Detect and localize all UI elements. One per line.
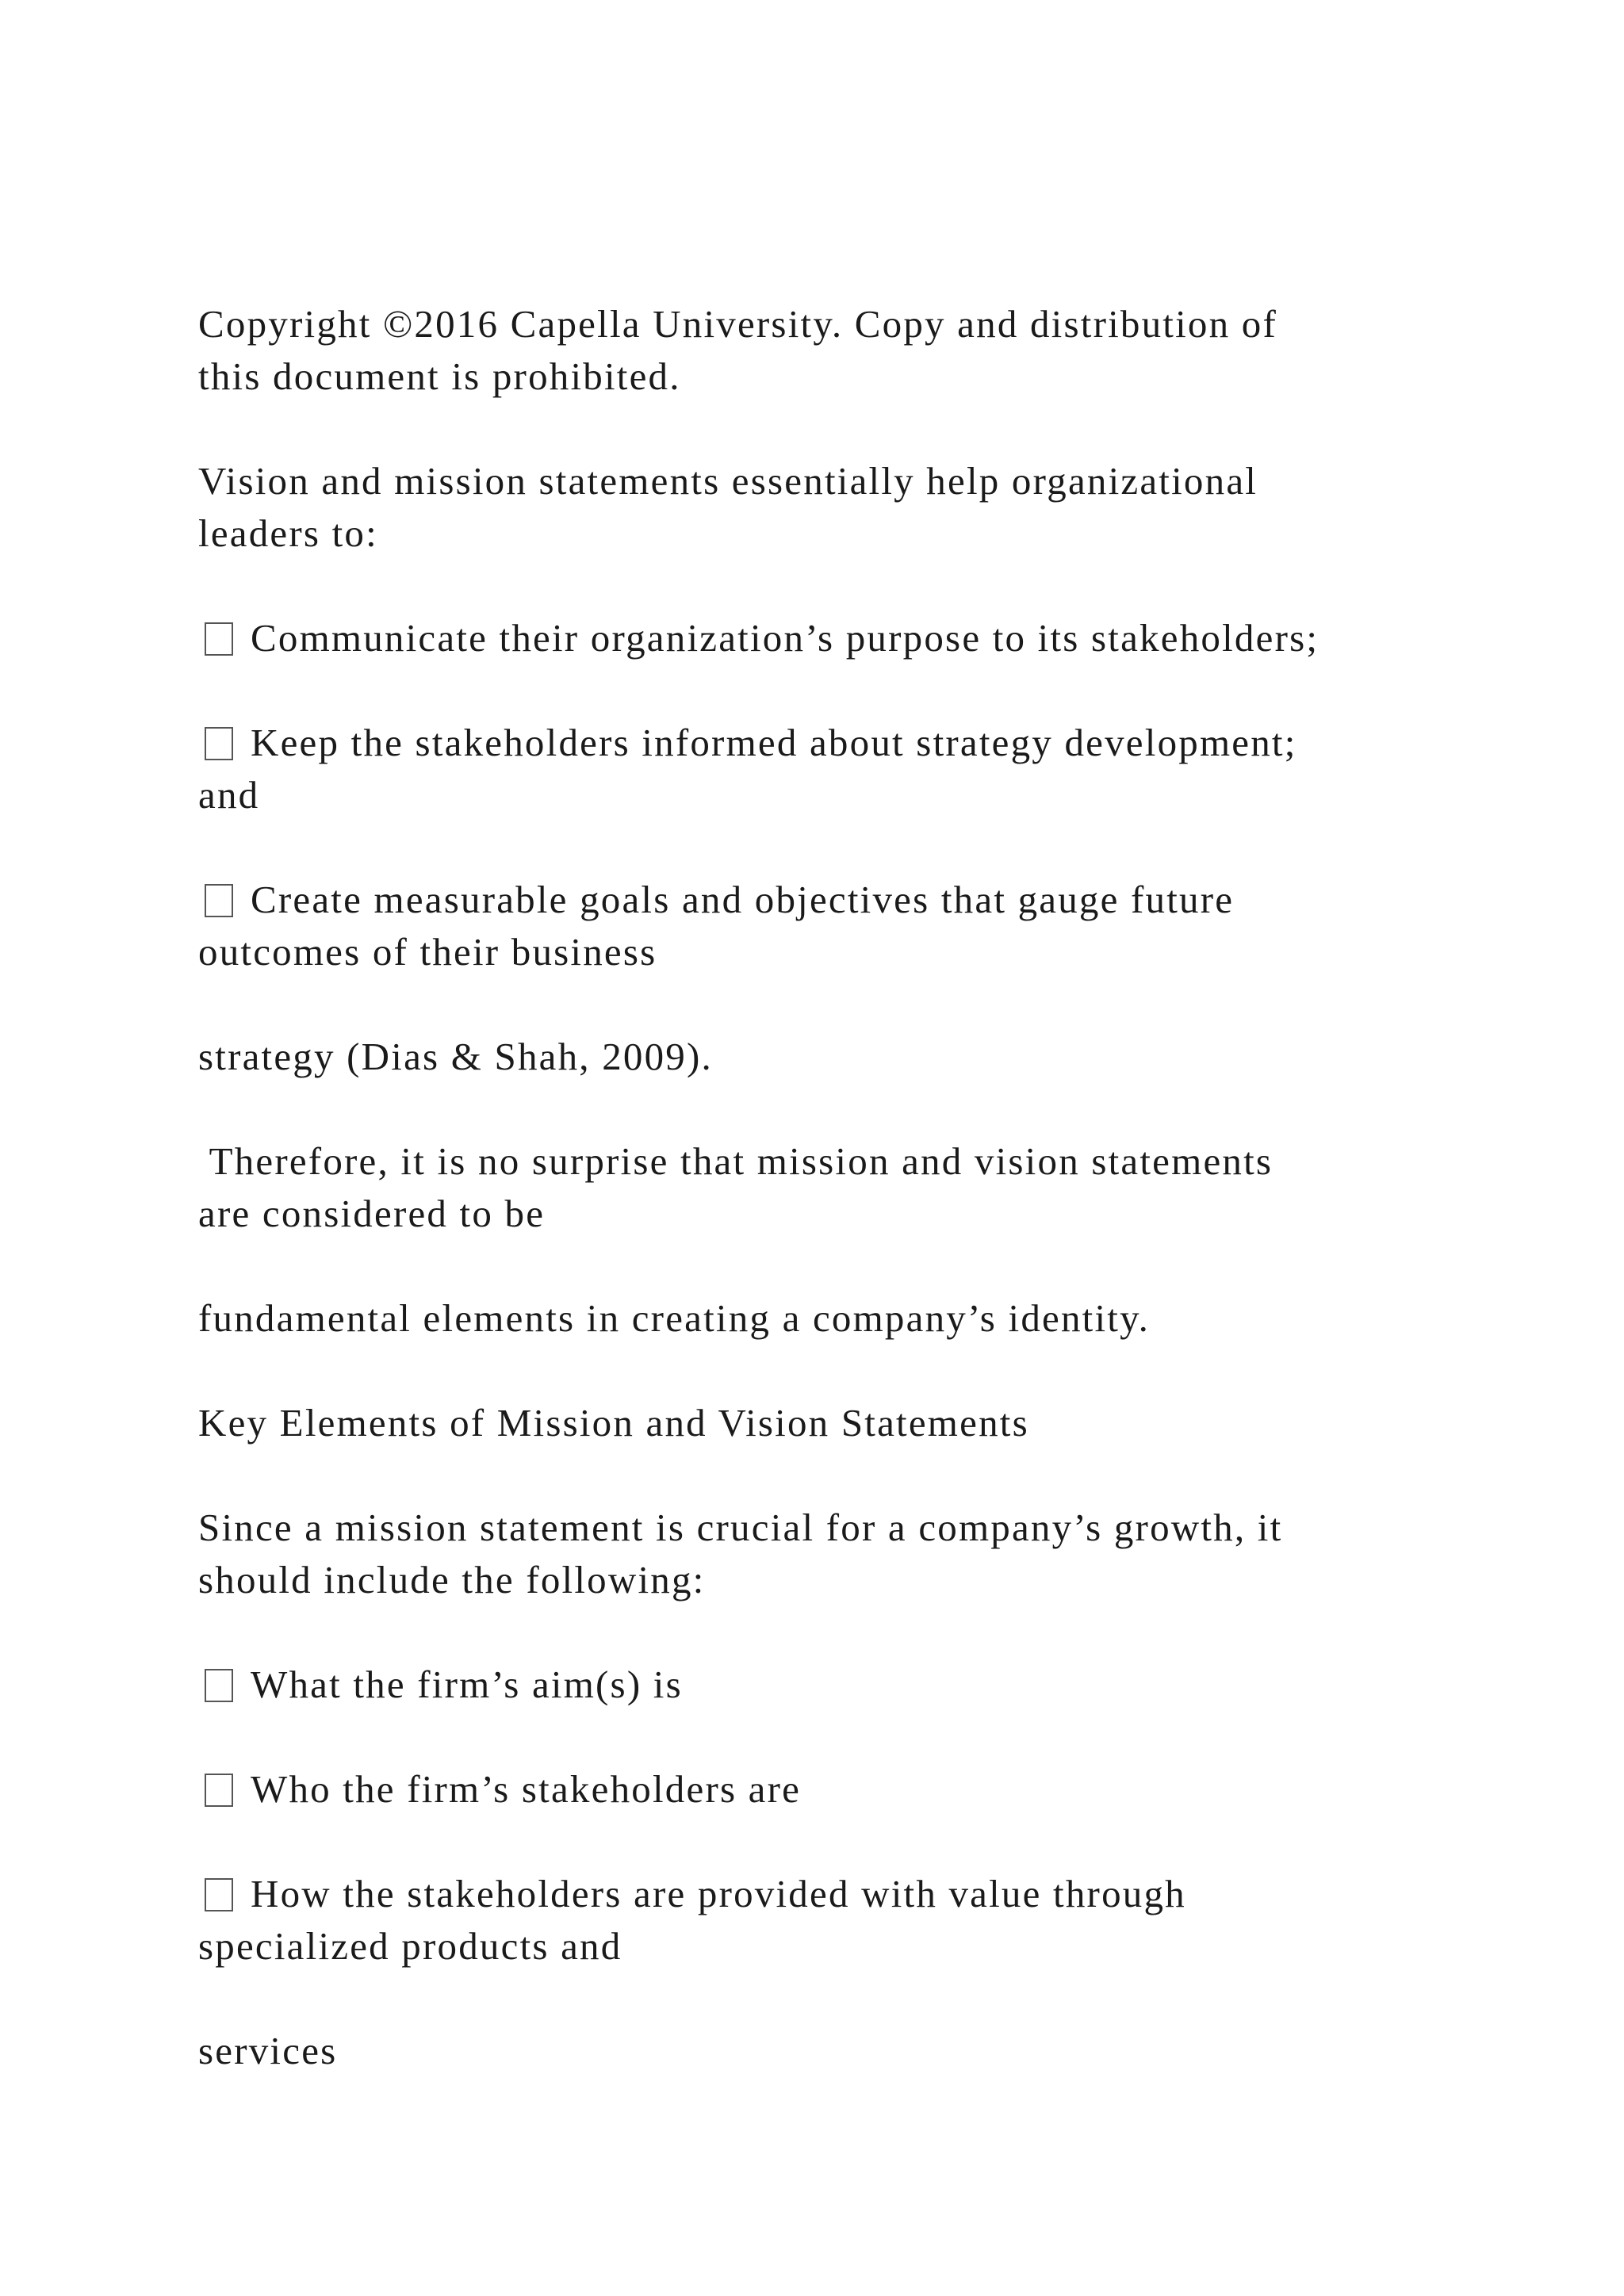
text-line-content: Keep the stakeholders informed about strategy development; (251, 721, 1297, 764)
text-line (198, 1135, 1499, 1188)
text-line-content: Create measurable goals and objectives that gauge future (251, 878, 1235, 921)
text-line (198, 874, 1499, 926)
document-body (198, 298, 1499, 2130)
text-line-content: specialized products and (198, 1924, 622, 1968)
text-line (198, 612, 1499, 664)
text-line-content: this document is prohibited. (198, 354, 681, 398)
text-line-content: strategy (Dias & Shah, 2009). (198, 1035, 713, 1078)
text-line-content: outcomes of their business (198, 930, 657, 974)
paragraph (198, 455, 1499, 560)
text-line-content: Copyright ©2016 Capella University. Copy and distribution of (198, 302, 1277, 346)
text-line-content: and (198, 773, 260, 817)
text-line (198, 1502, 1499, 1554)
bullet-item (198, 612, 1499, 664)
paragraph (198, 2025, 1499, 2077)
missing-glyph-box-icon (205, 884, 233, 917)
text-line (198, 1292, 1499, 1345)
text-line (198, 1031, 1499, 1083)
text-line (198, 298, 1499, 350)
text-line-content: What the firm’s aim(s) is (251, 1663, 683, 1706)
text-line-content: fundamental elements in creating a company’s identity. (198, 1296, 1151, 1340)
text-line (198, 717, 1499, 769)
bullet-item (198, 717, 1499, 821)
text-line (198, 350, 1499, 403)
text-line-content: Communicate their organization’s purpose to its stakeholders; (251, 616, 1320, 660)
text-line (198, 1188, 1499, 1240)
paragraph (198, 1292, 1499, 1345)
text-line-content: leaders to: (198, 511, 378, 555)
section-heading (198, 1397, 1499, 1449)
text-line-content: Who the firm’s stakeholders are (251, 1767, 802, 1811)
paragraph (198, 1135, 1499, 1240)
bullet-item (198, 874, 1499, 978)
text-line-content: Vision and mission statements essentially help organizational (198, 459, 1258, 503)
missing-glyph-box-icon (205, 1878, 233, 1911)
missing-glyph-box-icon (205, 622, 233, 656)
text-line (198, 1868, 1499, 1920)
text-line (198, 1397, 1499, 1449)
text-line (198, 1554, 1499, 1606)
bullet-item (198, 1868, 1499, 1973)
text-line (198, 2025, 1499, 2077)
bullet-item (198, 1659, 1499, 1711)
text-line (198, 1659, 1499, 1711)
text-line (198, 1920, 1499, 1973)
text-line-content: services (198, 2029, 338, 2072)
text-line (198, 507, 1499, 560)
missing-glyph-box-icon (205, 1669, 233, 1702)
text-line (198, 455, 1499, 507)
text-line-content: Key Elements of Mission and Vision Statements (198, 1401, 1029, 1445)
text-line (198, 926, 1499, 978)
paragraph (198, 298, 1499, 403)
paragraph (198, 1031, 1499, 1083)
text-line-content: Since a mission statement is crucial for a company’s growth, it (198, 1506, 1283, 1549)
missing-glyph-box-icon (205, 1774, 233, 1807)
missing-glyph-box-icon (205, 727, 233, 760)
text-line (198, 1763, 1499, 1816)
text-line-content: How the stakeholders are provided with value through (251, 1872, 1186, 1915)
text-line-content: should include the following: (198, 1558, 706, 1601)
text-line (198, 769, 1499, 821)
text-line-content: are considered to be (198, 1192, 546, 1235)
paragraph (198, 1502, 1499, 1606)
bullet-item (198, 1763, 1499, 1816)
text-line-content: Therefore, it is no surprise that mission and vision statements (198, 1139, 1274, 1183)
